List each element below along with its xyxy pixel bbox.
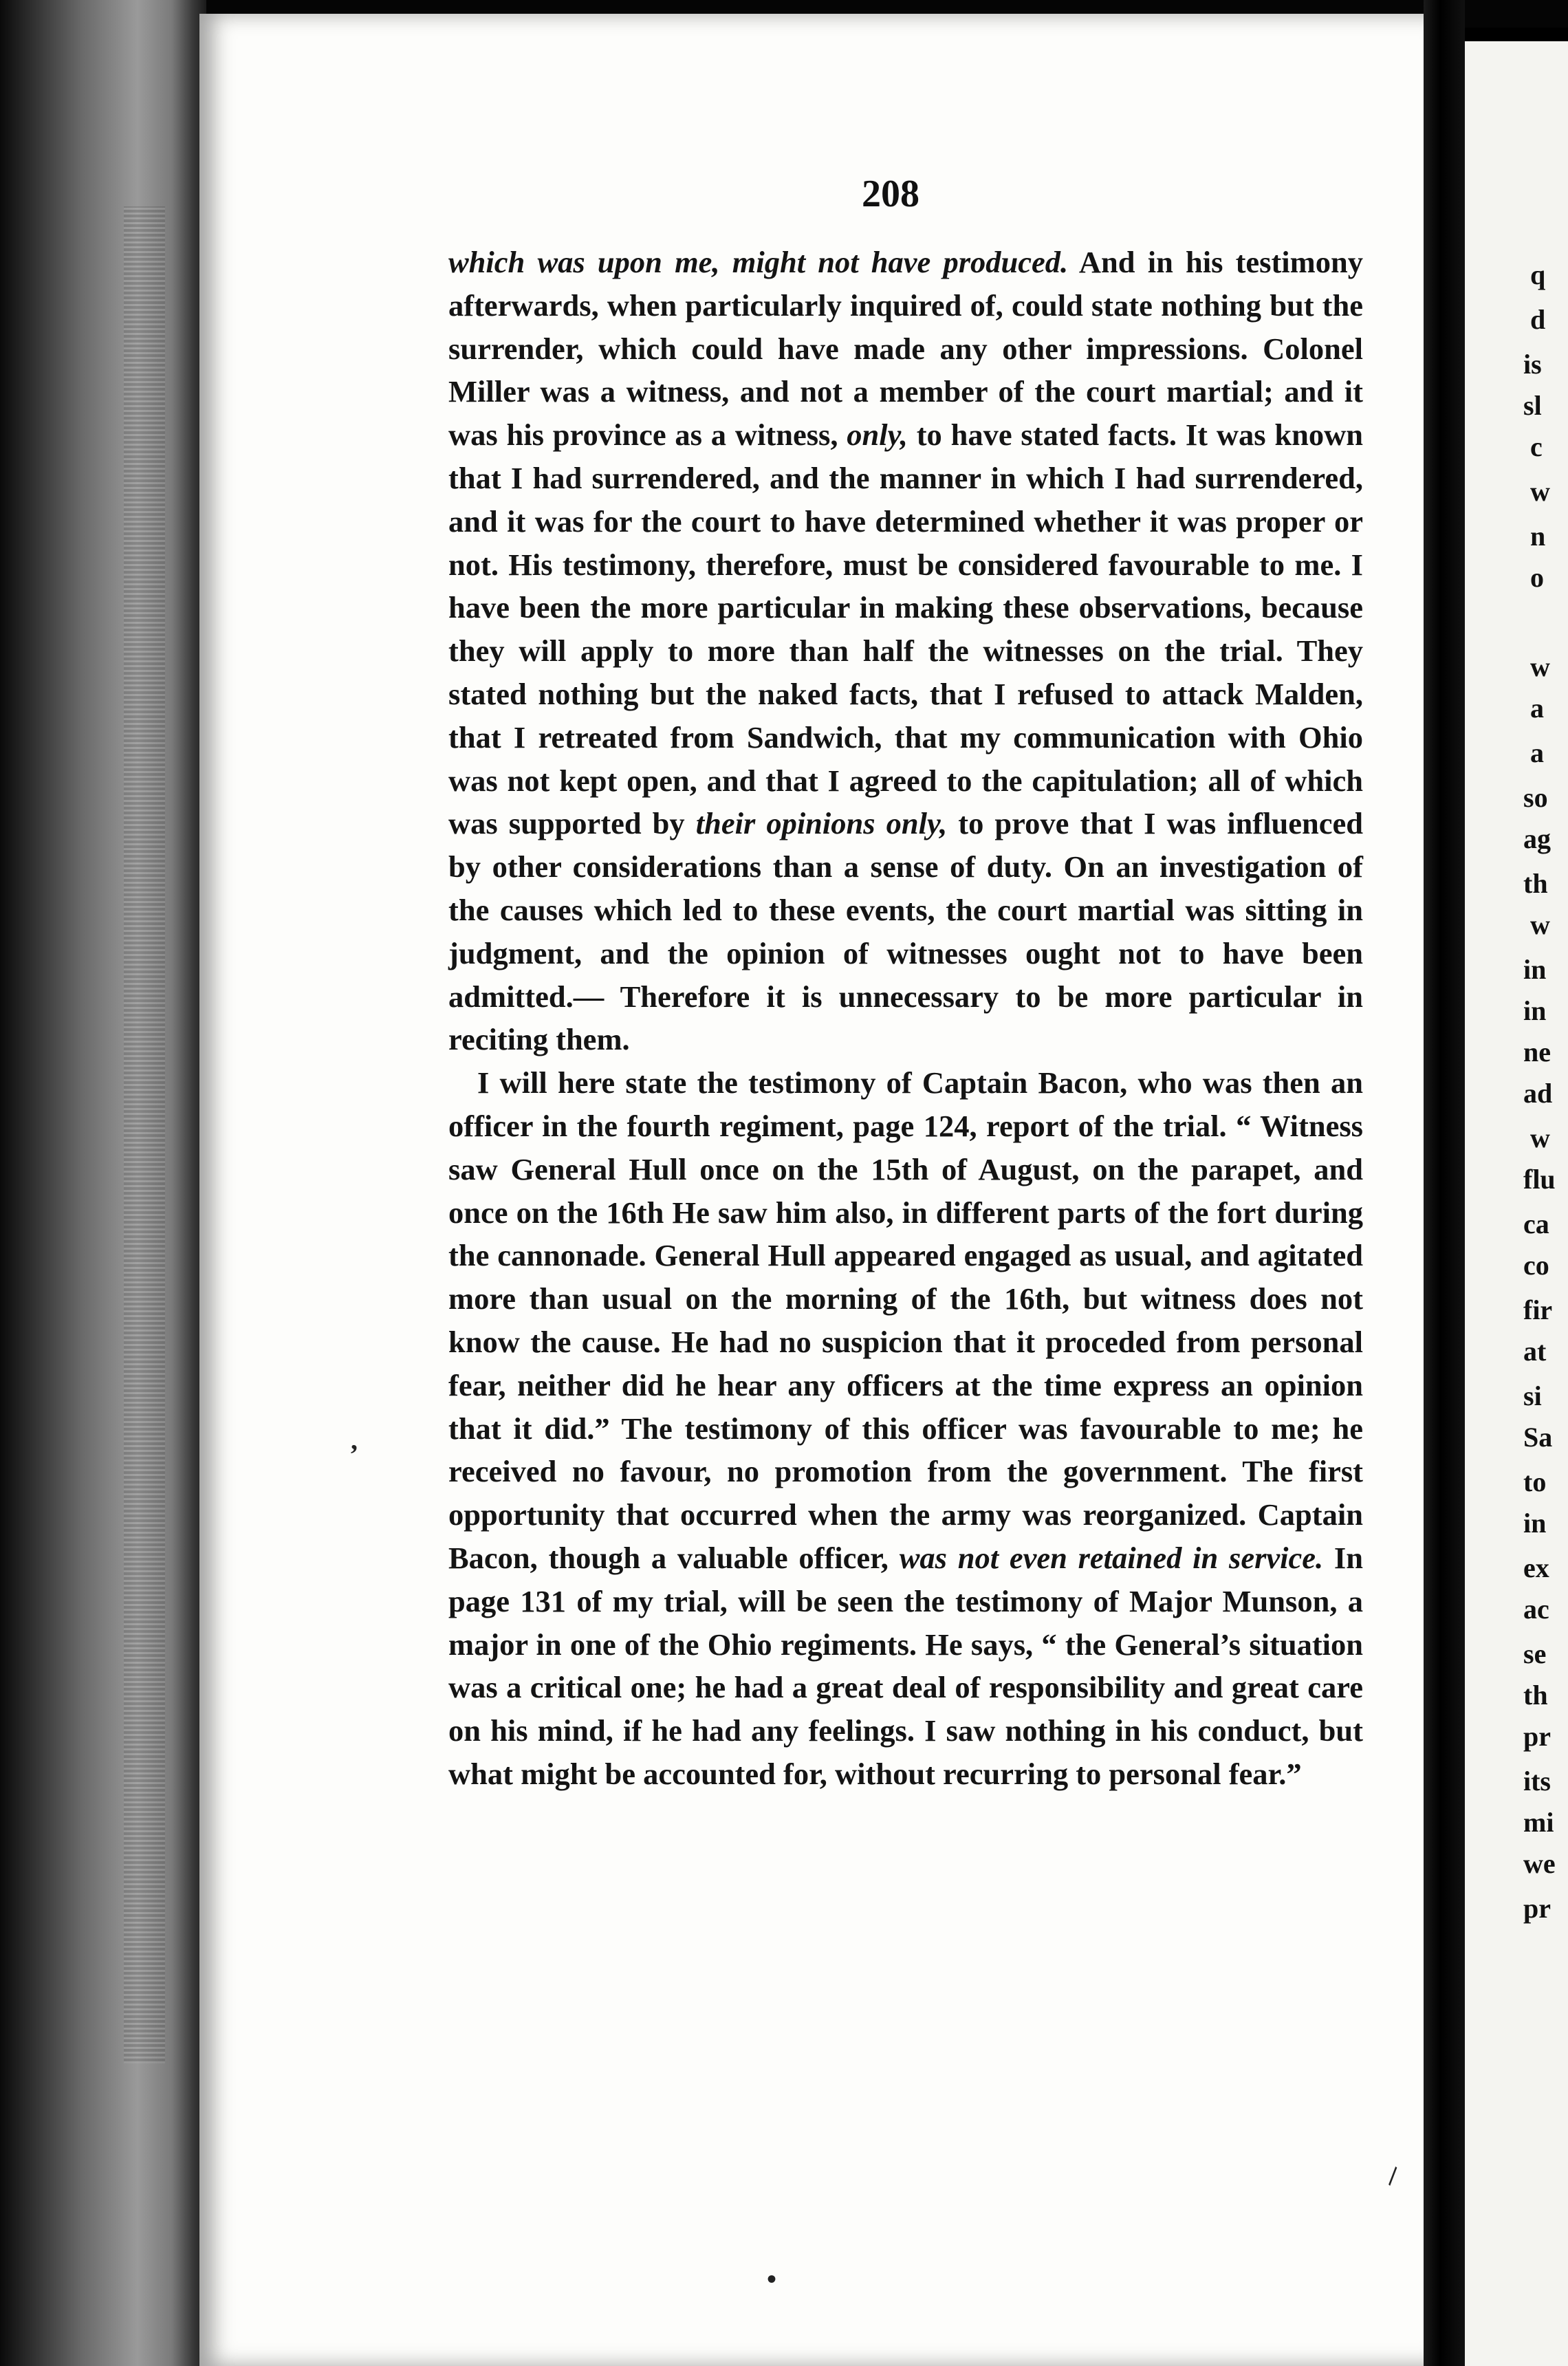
facing-page-fragment: w [1530, 651, 1550, 682]
facing-page-fragment: a [1530, 693, 1544, 724]
facing-page-fragment: in [1523, 1508, 1547, 1539]
facing-page-fragment: n [1530, 521, 1546, 552]
text-run: In page 131 of my trial, will be seen the testimony of Major Munson, a major in one of the Ohio regiments. He says, “ the General’s situation was a critical one; he had a great deal of responsibility and great care on his mind, if he had any feelings. I saw nothing in his conduct, but what might be accounted for, without recurring to personal fear.” [448, 1540, 1363, 1791]
facing-page-fragment: w [1530, 1122, 1550, 1153]
paragraph-1 [448, 241, 1363, 1061]
facing-page-fragment: a [1530, 737, 1544, 768]
facing-page-sliver [1465, 41, 1568, 2366]
page-number: 208 [862, 173, 919, 215]
facing-page-fragment: flu [1523, 1164, 1556, 1195]
facing-page-fragment: to [1523, 1466, 1547, 1497]
facing-page-fragment: ac [1523, 1594, 1549, 1625]
facing-page-fragment: pr [1523, 1721, 1551, 1752]
italic-text: which was upon me, might not have produced. [448, 245, 1069, 279]
facing-page-fragment: q [1530, 259, 1546, 290]
facing-page-fragment: pr [1523, 1893, 1551, 1924]
stray-mark: • [767, 2264, 777, 2294]
facing-page-fragment: ad [1523, 1078, 1553, 1109]
italic-text: was not even retained in service. [899, 1540, 1324, 1575]
facing-page-fragment: se [1523, 1638, 1547, 1669]
facing-page-fragment: w [1530, 476, 1550, 507]
facing-page-fragment: ag [1523, 823, 1551, 854]
page-body-text [448, 241, 1363, 1796]
facing-page-fragment: ca [1523, 1208, 1549, 1239]
facing-page-fragment: in [1523, 995, 1547, 1026]
facing-page-fragment: ne [1523, 1037, 1551, 1067]
text-run: to prove that I was influenced by other considerations than a sense of duty. On an investigation of the causes which led to these events, the court martial was sitting in judgment, and the opinion of witnesses ought not to have been admitted.— Therefore it is unnecessary to be more particular in reciting them. [448, 806, 1363, 1057]
facing-page-fragment: so [1523, 782, 1548, 813]
text-run: I will here state the testimony of Captain Bacon, who was then an officer in the fourth regiment, page 124, report of the trial. “ Witness saw General Hull once on the 15th of August, on the parapet, and once on the 16th He saw him also, in different parts of the fort during the cannonade. General Hull appeared engaged as usual, and agitated more than usual on the morning of the 16th, but witness does not know the cause. He had no suspicion that it proceded from personal fear, neither did he hear any officers at the time express an opinion that it did.” The testimony of this officer was favourable to me; he received no favour, no promotion from the government. The first opportunity that occurred when the army was reorganized. Captain Bacon, though a valuable officer, [448, 1065, 1363, 1575]
facing-page-fragment: th [1523, 1680, 1548, 1711]
facing-page-fragment: c [1530, 431, 1543, 462]
facing-page-fragment: we [1523, 1848, 1556, 1879]
facing-page-fragment: co [1523, 1250, 1549, 1281]
facing-page-fragment: its [1523, 1766, 1551, 1797]
facing-page-fragment: fir [1523, 1294, 1553, 1325]
facing-page-fragment: at [1523, 1336, 1547, 1367]
italic-text: their opinions only, [695, 806, 948, 841]
text-run: to have stated facts. It was known that I had surrendered, and the manner in which I had surrendered, and it was for the court to have determined whether it was proper or not. His testimony, therefore, must be considered favourable to me. I have been the more particular in making these observations, because they will apply to more than half the witnesses on the trial. They stated nothing but the naked facts, that I refused to attack Malden, that I retreated from Sandwich, that my communication with Ohio was not kept open, and that I agreed to the capitulation; all of which was supported by [448, 417, 1363, 841]
facing-page-fragment: in [1523, 954, 1547, 985]
facing-page-fragment: Sa [1523, 1422, 1553, 1453]
facing-page-fragment: th [1523, 868, 1548, 899]
facing-page-fragment: is [1523, 349, 1542, 380]
stray-mark: \ [1380, 2161, 1406, 2191]
facing-page-fragment: ex [1523, 1552, 1549, 1583]
facing-page-fragment: o [1530, 562, 1544, 593]
book-binding-edge [0, 0, 206, 2366]
paragraph-2 [448, 1061, 1363, 1796]
facing-page-fragment: w [1530, 909, 1550, 940]
italic-text: only, [847, 417, 908, 453]
facing-page-fragment: sl [1523, 390, 1542, 421]
page-gutter [1424, 0, 1465, 2366]
text-run: And in his testimony afterwards, when particularly inquired of, could state nothing but the surrender, which could have made any other impressions. Colonel Miller was a witness, and not a member of the court martial; and it was his province as a witness, [448, 245, 1363, 453]
facing-page-fragment: mi [1523, 1807, 1554, 1838]
stray-mark: , [351, 1424, 358, 1455]
facing-page-fragment: si [1523, 1380, 1542, 1411]
facing-page-fragment: d [1530, 304, 1546, 335]
